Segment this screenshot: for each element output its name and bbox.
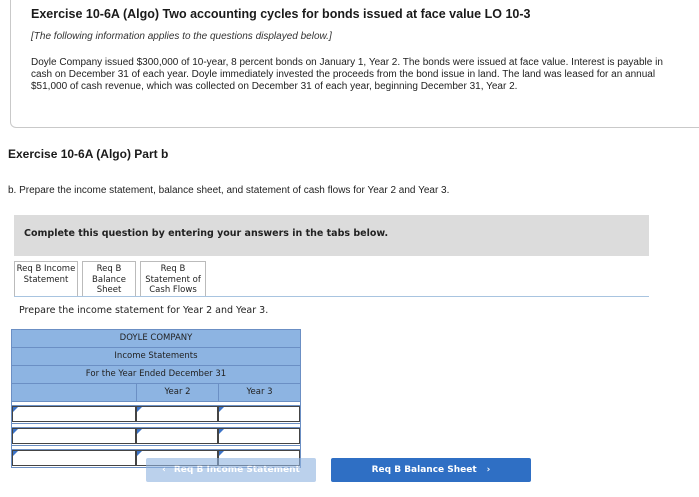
exercise-body: Doyle Company issued $300,000 of 10-year, 8 percent bonds on January 1, Year 2. The bonds were issued at face value. Interest is payable in cash on December 31 of each year. Doyle immediately invested the proceeds from the bond issue in land. The land was leased for an annual $51,000 of cash revenue, which was collected on December 31 of each year, beginning December 31, Year 2. — [31, 57, 663, 92]
income-statement-table — [11, 329, 301, 468]
tab-bar — [14, 261, 210, 297]
exercise-subtitle: [The following information applies to the questions displayed below.] — [31, 31, 332, 42]
statement-period: For the Year Ended December 31 — [12, 366, 300, 384]
year-2-input[interactable] — [136, 406, 218, 422]
row-label-input[interactable] — [12, 450, 136, 466]
row-label-input[interactable] — [12, 428, 136, 444]
table-row — [12, 406, 300, 424]
prev-tab-button[interactable] — [146, 458, 316, 482]
year-3-header: Year 3 — [218, 384, 300, 401]
label-column-header — [12, 384, 136, 401]
part-instruction: b. Prepare the income statement, balance sheet, and statement of cash flows for Year 2 and Year 3. — [8, 185, 450, 196]
year-3-input[interactable] — [218, 406, 300, 422]
tab-req-b-statement-of-cash-flows[interactable]: Req B Statement of Cash Flows — [140, 261, 206, 297]
next-tab-label: Req B Balance Sheet — [371, 465, 477, 475]
exercise-title: Exercise 10-6A (Algo) Two accounting cycles for bonds issued at face value LO 10-3 — [31, 7, 531, 21]
year-2-input[interactable] — [136, 428, 218, 444]
company-name: DOYLE COMPANY — [12, 330, 300, 348]
banner-text: Complete this question by entering your answers in the tabs below. — [24, 228, 389, 239]
chevron-left-icon: ‹ — [162, 465, 166, 475]
tab-req-b-income-statement[interactable]: Req B Income Statement — [14, 261, 78, 297]
tab-req-b-balance-sheet[interactable]: Req B Balance Sheet — [82, 261, 136, 297]
chevron-right-icon: › — [486, 465, 491, 475]
row-label-input[interactable] — [12, 406, 136, 422]
prev-tab-label: Req B Income Statement — [173, 465, 300, 475]
part-title: Exercise 10-6A (Algo) Part b — [8, 147, 169, 161]
table-row — [12, 428, 300, 446]
next-tab-button[interactable] — [331, 458, 531, 482]
statement-title: Income Statements — [12, 348, 300, 366]
tab-prompt: Prepare the income statement for Year 2 and Year 3. — [19, 305, 269, 316]
instruction-banner — [14, 215, 649, 256]
column-headers — [12, 384, 300, 402]
year-3-input[interactable] — [218, 428, 300, 444]
year-2-header: Year 2 — [136, 384, 218, 401]
